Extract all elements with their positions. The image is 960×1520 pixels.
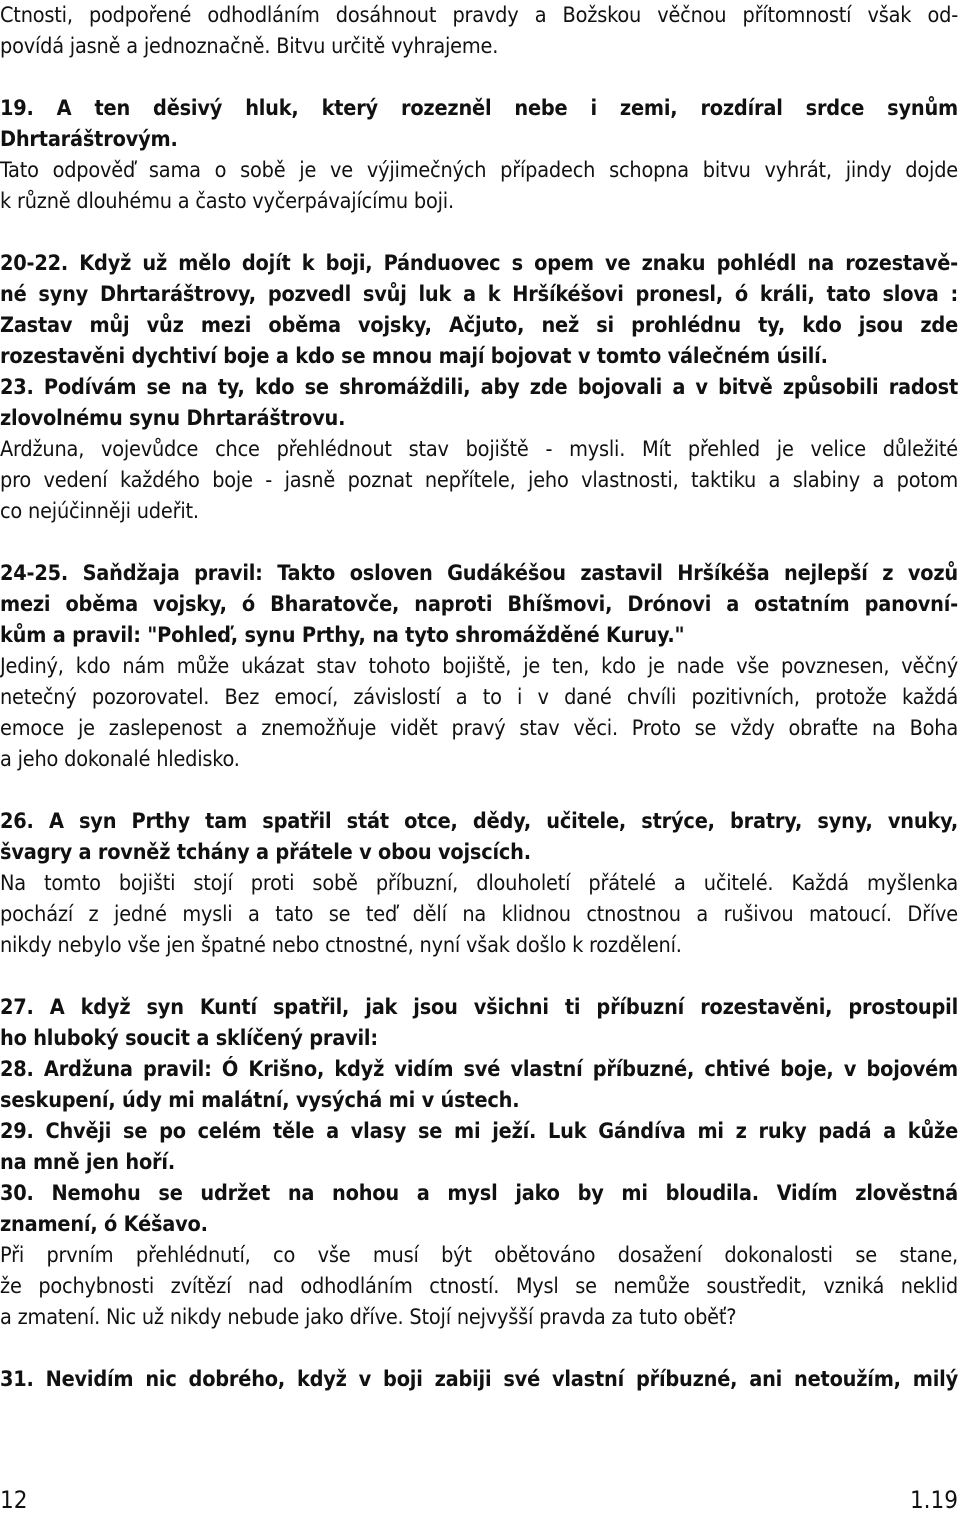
commentary-line: Ctnosti, podpořené odhodláním dosáhnout pravdy a Božskou věčnou přítomností však od- xyxy=(0,3,958,28)
paragraph-gap xyxy=(0,1333,958,1364)
verse-line: 28. Ardžuna pravil: Ó Krišno, když vidím své vlastní příbuzné, chtivé boje, v bojovém xyxy=(0,1057,958,1082)
paragraph-gap xyxy=(0,961,958,992)
page-number: 12 xyxy=(0,1486,28,1514)
verse-line: 26. A syn Prthy tam spatřil stát otce, dědy, učitele, strýce, bratry, syny, vnuky, xyxy=(0,809,958,834)
verse-line: né syny Dhrtaráštrovy, pozvedl svůj luk a k Hršíkéšovi pronesl, ó králi, tato slova : xyxy=(0,282,958,307)
verse-line: 27. A když syn Kuntí spatřil, jak jsou všichni ti příbuzní rozestavěni, prostoupil xyxy=(0,995,958,1020)
paragraph-gap xyxy=(0,775,958,806)
verse-line: Zastav můj vůz mezi oběma vojsky, Ačjuto, než si prohlédnu ty, kdo jsou zde xyxy=(0,313,958,338)
verse-line: mezi oběma vojsky, ó Bharatovče, naproti Bhíšmovi, Drónovi a ostatním panovní- xyxy=(0,592,958,617)
commentary-line: Při prvním přehlédnutí, co vše musí být obětováno dosažení dokonalosti se stane, xyxy=(0,1243,958,1268)
commentary-line: a jeho dokonalé hledisko. xyxy=(0,747,240,772)
verse-line: 24-25. Saňdžaja pravil: Takto osloven Gudákéšou zastavil Hršíkéša nejlepší z vozů xyxy=(0,561,958,586)
commentary-line: netečný pozorovatel. Bez emocí, závislostí a to i v dané chvíli pozitivních, protože každá xyxy=(0,685,958,710)
verse-line: 20-22. Když už mělo dojít k boji, Pánduovec s opem ve znaku pohlédl na rozestavě- xyxy=(0,251,958,276)
verse-line: 30. Nemohu se udržet na nohou a mysl jako by mi bloudila. Vidím zlověstná xyxy=(0,1181,958,1206)
verse-line: 23. Podívám se na ty, kdo se shromáždili, aby zde bojovali a v bitvě způsobili radost xyxy=(0,375,958,400)
commentary-line: povídá jasně a jednoznačně. Bitvu určitě vyhrajeme. xyxy=(0,34,499,59)
paragraph-gap xyxy=(0,217,958,248)
verse-line: 31. Nevidím nic dobrého, když v boji zabiji své vlastní příbuzné, ani netoužím, milý xyxy=(0,1367,958,1392)
commentary-line: že pochybnosti zvítězí nad odhodláním ctností. Mysl se nemůže soustředit, vzniká neklid xyxy=(0,1274,958,1299)
commentary-line: Ardžuna, vojevůdce chce přehlédnout stav bojiště - mysli. Mít přehled je velice důležité xyxy=(0,437,958,462)
commentary-line: k různě dlouhému a často vyčerpávajícímu boji. xyxy=(0,189,454,214)
commentary-line: co nejúčinněji udeřit. xyxy=(0,499,199,524)
verse-line: zlovolnému synu Dhrtaráštrovu. xyxy=(0,406,346,431)
commentary-line: pro vedení každého boje - jasně poznat nepřítele, jeho vlastnosti, taktiku a slabiny a potom xyxy=(0,468,958,493)
paragraph-gap xyxy=(0,527,958,558)
commentary-line: a zmatení. Nic už nikdy nebude jako dříve. Stojí nejvyšší pravda za tuto oběť? xyxy=(0,1305,737,1330)
verse-line: rozestavěni dychtiví boje a kdo se mnou mají bojovat v tomto válečném úsilí. xyxy=(0,344,828,369)
verse-line: ho hluboký soucit a sklíčený pravil: xyxy=(0,1026,378,1051)
commentary-line: Tato odpověď sama o sobě je ve výjimečných případech schopna bitvu vyhrát, jindy dojde xyxy=(0,158,958,183)
verse-line: seskupení, údy mi malátní, vysýchá mi v ústech. xyxy=(0,1088,520,1113)
commentary-line: Jediný, kdo nám může ukázat stav tohoto bojiště, je ten, kdo je nade vše povznesen, věčný xyxy=(0,654,958,679)
verse-line: kům a pravil: "Pohleď, synu Prthy, na tyto shromážděné Kuruy." xyxy=(0,623,685,648)
commentary-line: Na tomto bojišti stojí proti sobě příbuzní, dlouholetí přátelé a učitelé. Každá myšlenka xyxy=(0,871,958,896)
verse-line: Dhrtaráštrovým. xyxy=(0,127,178,152)
paragraph-gap xyxy=(0,62,958,93)
verse-line: 29. Chvěji se po celém těle a vlasy se mi ježí. Luk Gándíva mi z ruky padá a kůže xyxy=(0,1119,958,1144)
commentary-line: emoce je zaslepenost a znemožňuje vidět pravý stav věci. Proto se vždy obraťte na Boha xyxy=(0,716,958,741)
verse-line: na mně jen hoří. xyxy=(0,1150,175,1175)
commentary-line: nikdy nebylo vše jen špatné nebo ctnostné, nyní však došlo k rozdělení. xyxy=(0,933,682,958)
commentary-line: pochází z jedné mysli a tato se teď dělí na klidnou ctnostnou a rušivou matoucí. Dříve xyxy=(0,902,958,927)
verse-line: 19. A ten děsivý hluk, který rozezněl nebe i zemi, rozdíral srdce synům xyxy=(0,96,958,121)
verse-line: znamení, ó Kéšavo. xyxy=(0,1212,208,1237)
verse-line: švagry a rovněž tchány a přátele v obou vojscích. xyxy=(0,840,531,865)
chapter-reference: 1.19 xyxy=(909,1486,958,1514)
